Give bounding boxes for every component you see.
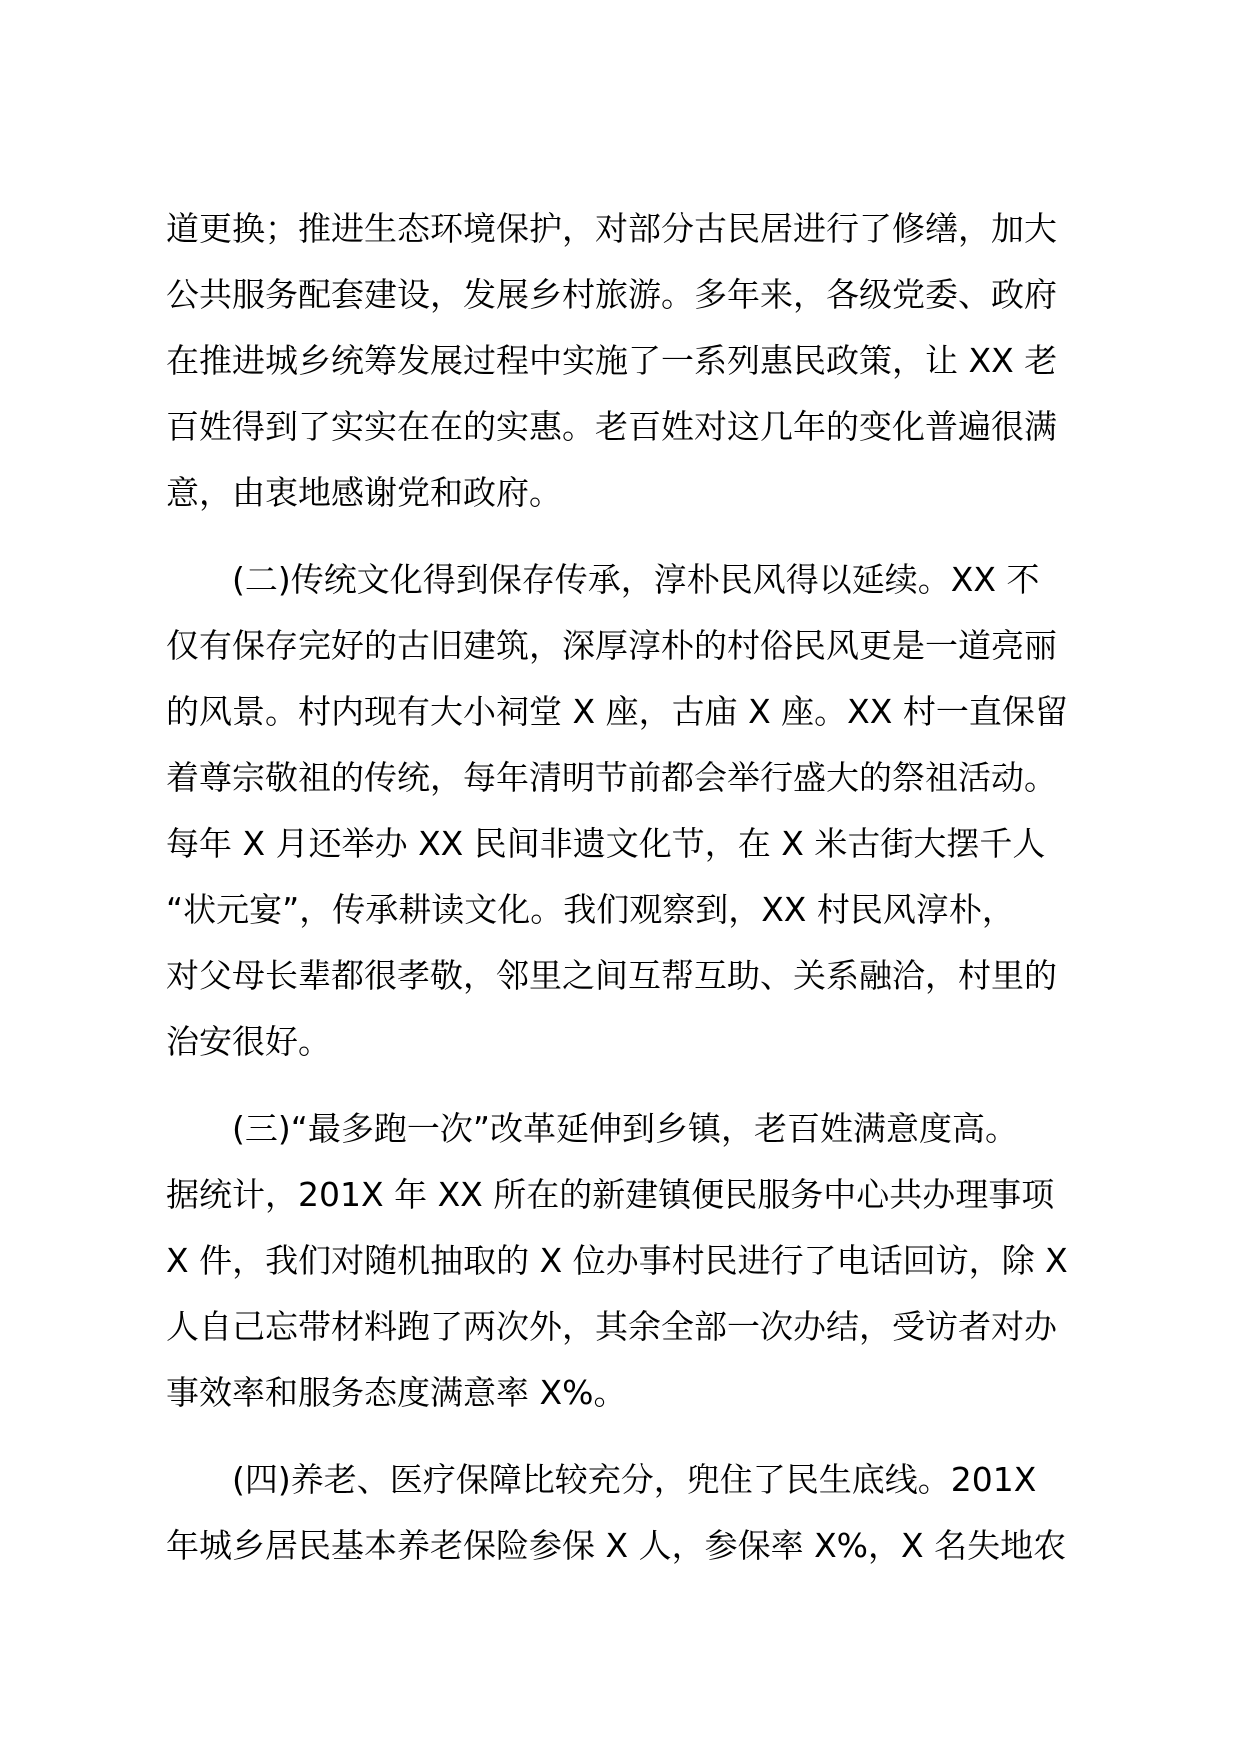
text-line: 的风景。村内现有大小祠堂 X 座，古庙 X 座。XX 村一直保留 — [166, 692, 1068, 731]
text-line: 仅有保存完好的古旧建筑，深厚淳朴的村俗民风更是一道亮丽 — [166, 626, 1057, 665]
text-line: 在推进城乡统筹发展过程中实施了一系列惠民政策，让 XX 老 — [166, 341, 1058, 380]
section-heading-line: (三)“最多跑一次”改革延伸到乡镇，老百姓满意度高。 — [232, 1109, 1018, 1148]
section-heading-line: (四)养老、医疗保障比较充分，兜住了民生底线。201X — [232, 1460, 1037, 1499]
text-line: 对父母长辈都很孝敬，邻里之间互帮互助、关系融洽，村里的 — [166, 956, 1057, 995]
text-line: 每年 X 月还举办 XX 民间非遗文化节，在 X 米古街大摆千人 — [166, 824, 1046, 863]
text-line: 治安很好。 — [166, 1022, 331, 1061]
document-body — [166, 196, 1081, 1579]
section-heading-line: (二)传统文化得到保存传承，淳朴民风得以延续。XX 不 — [232, 560, 1040, 599]
text-line: 道更换；推进生态环境保护，对部分古民居进行了修缮，加大 — [166, 209, 1057, 248]
text-line: 意，由衷地感谢党和政府。 — [166, 473, 562, 512]
paragraph-section-2 — [166, 547, 1081, 1075]
paragraph-continuation — [166, 196, 1081, 526]
text-line: 公共服务配套建设，发展乡村旅游。多年来，各级党委、政府 — [166, 275, 1057, 314]
text-line: 年城乡居民基本养老保险参保 X 人，参保率 X%，X 名失地农 — [166, 1526, 1067, 1565]
text-line: 据统计，201X 年 XX 所在的新建镇便民服务中心共办理事项 — [166, 1175, 1055, 1214]
text-line: 人自己忘带材料跑了两次外，其余全部一次办结，受访者对办 — [166, 1307, 1057, 1346]
text-line: X 件，我们对随机抽取的 X 位办事村民进行了电话回访，除 X — [166, 1241, 1068, 1280]
paragraph-section-4 — [166, 1447, 1081, 1579]
paragraph-section-3 — [166, 1096, 1081, 1426]
text-line: 着尊宗敬祖的传统，每年清明节前都会举行盛大的祭祖活动。 — [166, 758, 1057, 797]
text-line: 百姓得到了实实在在的实惠。老百姓对这几年的变化普遍很满 — [166, 407, 1057, 446]
text-line: “状元宴”，传承耕读文化。我们观察到，XX 村民风淳朴， — [166, 890, 1015, 929]
text-line: 事效率和服务态度满意率 X%。 — [166, 1373, 627, 1412]
